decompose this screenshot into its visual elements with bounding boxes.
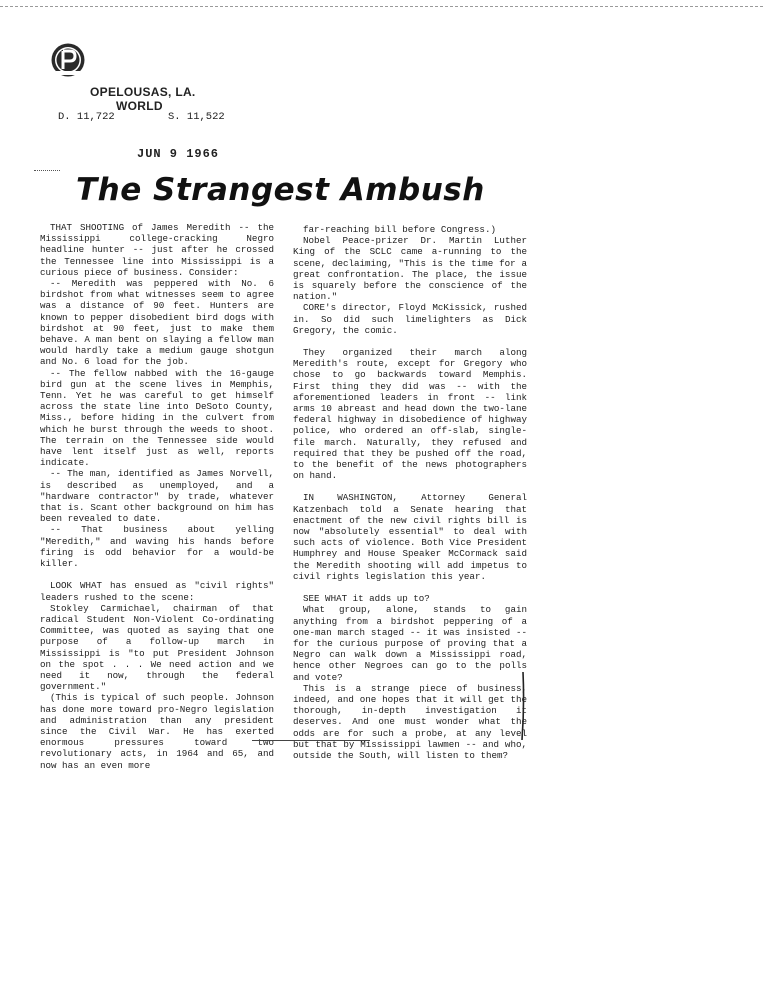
article-column-right	[293, 224, 527, 761]
article-paragraph: IN WASHINGTON, Attorney General Katzenbach told a Senate hearing that enactment of the new civil rights bill is now "absolutely essential" to deal with such acts of violence. Both Vice President Humphrey and House Speaker McCormack said the Meredith shooting will add impetus to civil rights legislation this year.	[293, 492, 527, 582]
date-stamp: JUN 9 1966	[137, 147, 220, 161]
dotted-mark	[34, 170, 60, 171]
article-paragraph: What group, alone, stands to gain anything from a birdshot peppering of a one-man march staged -- it was insisted -- for the curious purpose of proving that a Negro can walk down a Mississippi road, hence other Negroes can go to the polls and vote?	[293, 604, 527, 683]
article-paragraph: Stokley Carmichael, chairman of that radical Student Non-Violent Co-ordinating Committee, was quoted as saying that one purpose of a follow-up march in Mississippi is "to put President Johnson on the spot . . . We need action and we need it now, through the federal government."	[40, 602, 274, 693]
article-paragraph: (This is typical of such people. Johnson has done more toward pro-Negro legislation and administration than any president since the Civil War. He has exerted enormous pressures toward two revolutionary acts, in 1964 and 65, and now has an even more	[40, 692, 274, 771]
end-rule	[252, 740, 370, 741]
article-paragraph: This is a strange piece of business, indeed, and one hopes that it will get the thorough, in-depth investigation it deserves. And one must wonder what the odds are for such a probe, at any level but that by Mississippi lawmen -- and who, outside the South, will listen to them?	[293, 682, 527, 761]
article-paragraph: They organized their march along Meredith's route, except for Gregory who chose to go backwards toward Memphis. First thing they did was -- with the aforementioned leaders in front -- link arms 10 abreast and head down the two-lane federal highway in disobedience of highway police, who ordered an off-slab, single-file march. Naturally, they refused and required that they be pushed off the road, to the benefit of the news photographers on hand.	[293, 347, 527, 482]
article-paragraph: LOOK WHAT has ensued as "civil rights" leaders rushed to the scene:	[40, 580, 274, 603]
article-paragraph: -- The man, identified as James Norvell, is described as unemployed, and a "hardware contractor" by trade, whatever that is. Scant other background on him has been revealed to date.	[40, 468, 274, 525]
article-column-left	[40, 222, 274, 771]
article-paragraph: Nobel Peace-prizer Dr. Martin Luther King of the SCLC came a-running to the scene, declaiming, "This is the time for a great confrontation. The place, the issue is squarely before the conscience of the nation."	[293, 235, 527, 303]
sunday-circulation: S. 11,522	[168, 111, 225, 123]
article-paragraph: -- Meredith was peppered with No. 6 birdshot from what witnesses seem to agree was a distance of 90 feet. Hunters are known to pepper disobedient bird dogs with birdshot at 90 feet, just to make them behave. A man bent on slaying a fellow man would hardly take a medium gauge shotgun and No. 6 load for the job.	[40, 278, 274, 368]
article-paragraph: far-reaching bill before Congress.)	[303, 224, 496, 235]
page-top-border	[0, 6, 763, 7]
article-paragraph: THAT SHOOTING of James Meredith -- the Mississippi college-cracking Negro headline hunter -- just after he crossed the Tennessee line into Mississippi is a curious piece of business. Consider:	[40, 222, 274, 278]
headline: The Strangest Ambush	[76, 172, 485, 208]
newspaper-city: OPELOUSAS, LA.	[90, 85, 196, 99]
article-paragraph: -- That business about yelling "Meredith," and waving his hands before firing is odd behavior for a would-be killer.	[40, 524, 274, 570]
article-paragraph: SEE WHAT it adds up to?	[303, 593, 430, 605]
daily-circulation: D. 11,722	[58, 111, 115, 123]
newspaper-name: WORLD	[116, 99, 163, 113]
clipping-service-seal-icon	[50, 42, 86, 78]
article-paragraph: -- The fellow nabbed with the 16-gauge bird gun at the scene lives in Memphis, Tenn. Yet he was careful to get himself across the state line into DeSoto County, Miss., before hiding in the culvert from which he burst through the weeds to shoot. The terrain on the Tennessee side would have lent itself just as well, reports indicate.	[40, 367, 274, 469]
margin-pen-mark	[521, 672, 523, 740]
article-paragraph: CORE's director, Floyd McKissick, rushed in. So did such limelighters as Dick Gregory, the comic.	[293, 302, 527, 336]
